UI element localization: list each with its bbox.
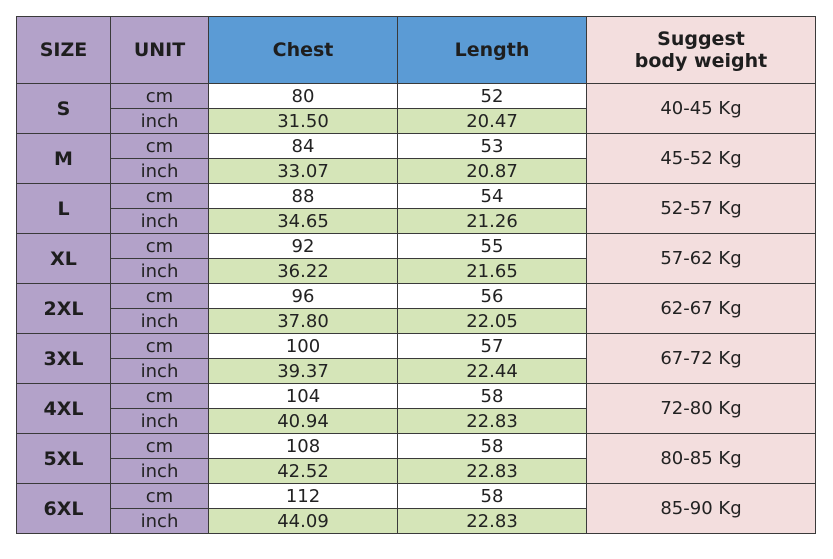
body-weight-cell: 40-45 Kg bbox=[587, 84, 816, 134]
chest-inch-cell: 36.22 bbox=[209, 259, 398, 284]
unit-inch-cell: inch bbox=[111, 159, 209, 184]
chest-inch-cell: 33.07 bbox=[209, 159, 398, 184]
length-inch-cell: 20.47 bbox=[398, 109, 587, 134]
size-cell: 5XL bbox=[17, 434, 111, 484]
table-header bbox=[17, 17, 816, 84]
body-weight-cell: 52-57 Kg bbox=[587, 184, 816, 234]
header-row bbox=[17, 17, 816, 84]
chest-cm-cell: 96 bbox=[209, 284, 398, 309]
table-row-4xl-cm bbox=[17, 384, 816, 409]
header-weight-line2: body weight bbox=[634, 50, 768, 72]
length-cm-cell: 58 bbox=[398, 384, 587, 409]
length-inch-cell: 22.05 bbox=[398, 309, 587, 334]
length-cm-cell: 58 bbox=[398, 434, 587, 459]
chest-cm-cell: 112 bbox=[209, 484, 398, 509]
body-weight-cell: 67-72 Kg bbox=[587, 334, 816, 384]
table-row-s-cm bbox=[17, 84, 816, 109]
length-inch-cell: 22.83 bbox=[398, 459, 587, 484]
body-weight-cell: 62-67 Kg bbox=[587, 284, 816, 334]
length-cm-cell: 56 bbox=[398, 284, 587, 309]
size-cell: S bbox=[17, 84, 111, 134]
table-row-6xl-cm bbox=[17, 484, 816, 509]
size-cell: L bbox=[17, 184, 111, 234]
length-cm-cell: 52 bbox=[398, 84, 587, 109]
chest-cm-cell: 80 bbox=[209, 84, 398, 109]
length-inch-cell: 22.83 bbox=[398, 509, 587, 534]
body-weight-cell: 57-62 Kg bbox=[587, 234, 816, 284]
size-cell: 2XL bbox=[17, 284, 111, 334]
unit-inch-cell: inch bbox=[111, 109, 209, 134]
table-row-m-cm bbox=[17, 134, 816, 159]
body-weight-cell: 85-90 Kg bbox=[587, 484, 816, 534]
header-unit: UNIT bbox=[111, 17, 209, 84]
header-chest: Chest bbox=[209, 17, 398, 84]
unit-inch-cell: inch bbox=[111, 459, 209, 484]
chest-cm-cell: 104 bbox=[209, 384, 398, 409]
chest-inch-cell: 31.50 bbox=[209, 109, 398, 134]
header-weight-line1: Suggest bbox=[657, 28, 745, 50]
chest-inch-cell: 40.94 bbox=[209, 409, 398, 434]
length-cm-cell: 57 bbox=[398, 334, 587, 359]
table-body bbox=[17, 84, 816, 534]
length-inch-cell: 20.87 bbox=[398, 159, 587, 184]
chest-cm-cell: 92 bbox=[209, 234, 398, 259]
length-cm-cell: 58 bbox=[398, 484, 587, 509]
chest-inch-cell: 34.65 bbox=[209, 209, 398, 234]
table-row-3xl-cm bbox=[17, 334, 816, 359]
table-row-5xl-cm bbox=[17, 434, 816, 459]
size-cell: M bbox=[17, 134, 111, 184]
length-cm-cell: 55 bbox=[398, 234, 587, 259]
unit-inch-cell: inch bbox=[111, 359, 209, 384]
unit-cm-cell: cm bbox=[111, 334, 209, 359]
header-size: SIZE bbox=[17, 17, 111, 84]
body-weight-cell: 45-52 Kg bbox=[587, 134, 816, 184]
length-inch-cell: 21.26 bbox=[398, 209, 587, 234]
unit-inch-cell: inch bbox=[111, 409, 209, 434]
length-inch-cell: 22.83 bbox=[398, 409, 587, 434]
unit-cm-cell: cm bbox=[111, 484, 209, 509]
size-cell: XL bbox=[17, 234, 111, 284]
unit-inch-cell: inch bbox=[111, 309, 209, 334]
chest-inch-cell: 37.80 bbox=[209, 309, 398, 334]
table-row-xl-cm bbox=[17, 234, 816, 259]
body-weight-cell: 72-80 Kg bbox=[587, 384, 816, 434]
unit-cm-cell: cm bbox=[111, 284, 209, 309]
size-cell: 3XL bbox=[17, 334, 111, 384]
length-cm-cell: 53 bbox=[398, 134, 587, 159]
body-weight-cell: 80-85 Kg bbox=[587, 434, 816, 484]
unit-inch-cell: inch bbox=[111, 259, 209, 284]
unit-cm-cell: cm bbox=[111, 234, 209, 259]
size-cell: 6XL bbox=[17, 484, 111, 534]
chest-inch-cell: 39.37 bbox=[209, 359, 398, 384]
unit-cm-cell: cm bbox=[111, 84, 209, 109]
chest-inch-cell: 44.09 bbox=[209, 509, 398, 534]
chest-cm-cell: 88 bbox=[209, 184, 398, 209]
size-chart-table bbox=[16, 16, 816, 534]
header-length: Length bbox=[398, 17, 587, 84]
unit-cm-cell: cm bbox=[111, 184, 209, 209]
length-cm-cell: 54 bbox=[398, 184, 587, 209]
unit-cm-cell: cm bbox=[111, 384, 209, 409]
length-inch-cell: 22.44 bbox=[398, 359, 587, 384]
header-suggest-body-weight bbox=[587, 17, 816, 84]
unit-cm-cell: cm bbox=[111, 134, 209, 159]
unit-inch-cell: inch bbox=[111, 509, 209, 534]
chest-cm-cell: 84 bbox=[209, 134, 398, 159]
unit-cm-cell: cm bbox=[111, 434, 209, 459]
length-inch-cell: 21.65 bbox=[398, 259, 587, 284]
unit-inch-cell: inch bbox=[111, 209, 209, 234]
table-row-2xl-cm bbox=[17, 284, 816, 309]
size-cell: 4XL bbox=[17, 384, 111, 434]
chest-inch-cell: 42.52 bbox=[209, 459, 398, 484]
table-row-l-cm bbox=[17, 184, 816, 209]
chest-cm-cell: 100 bbox=[209, 334, 398, 359]
chest-cm-cell: 108 bbox=[209, 434, 398, 459]
